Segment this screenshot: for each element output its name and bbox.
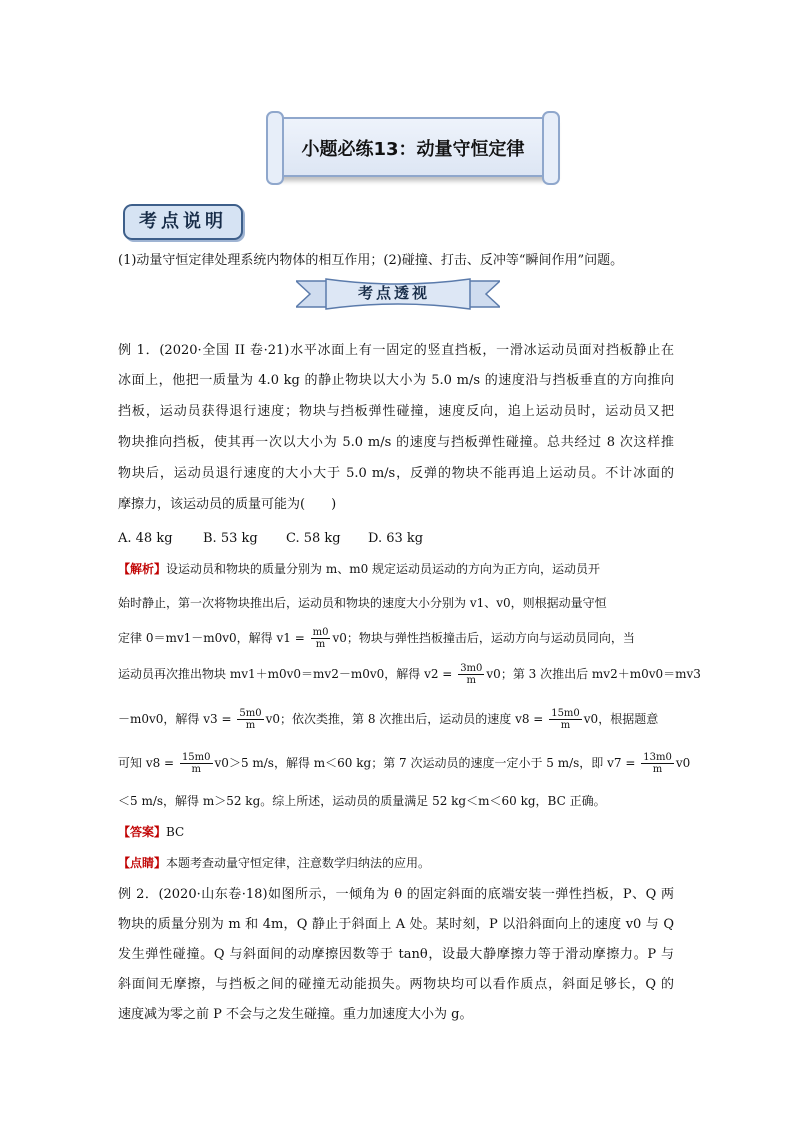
analysis-text: ＞5 m/s，解得 m＜60 kg；第 7 次运动员的速度一定小于 5 m/s，即 v7 = xyxy=(228,756,636,770)
analysis-text: ，根据题意 xyxy=(598,712,659,726)
example2-line: 物块的质量分别为 m 和 4m，Q 静止于斜面上 A 处。某时刻，P 以沿斜面向上的速度 v0 与 Q xyxy=(118,917,674,932)
comment-tag: 【点睛】 xyxy=(118,856,167,870)
analysis-line-2: 始时静止，第一次将物块推出后，运动员和物块的速度大小分别为 v1、v0，则根据动量守恒 xyxy=(118,596,607,610)
analysis-text: ；物块与弹性挡板撞击后，运动方向与运动员同向，当 xyxy=(346,631,635,645)
fraction-numerator: 5m0 xyxy=(239,708,262,719)
option-d: D. 63 kg xyxy=(368,531,424,546)
example1-line: 摩擦力，该运动员的质量可能为( ) xyxy=(118,497,337,512)
analysis-line-6 xyxy=(118,752,690,775)
example2-line: 速度减为零之前 P 不会与之发生碰撞。重力加速度大小为 g。 xyxy=(118,1007,473,1022)
example1-line: 冰面上，他把一质量为 4.0 kg 的静止物块以大小为 5.0 m/s 的速度沿与挡板垂直的方向推向 xyxy=(118,373,674,388)
analysis-text: ；第 3 次推出后 mv2＋m0v0＝mv3 xyxy=(500,667,701,681)
fraction-tail: v0 xyxy=(214,756,229,770)
fraction-tail: v0 xyxy=(332,631,347,645)
fraction-tail: v0 xyxy=(486,667,501,681)
example1-line: 物块后，运动员退行速度的大小大于 5.0 m/s，反弹的物块不能再追上运动员。不计冰面的 xyxy=(118,466,674,481)
comment-line xyxy=(118,854,430,872)
fraction-denominator: m xyxy=(466,675,477,686)
fraction xyxy=(311,627,331,650)
option-c: C. 58 kg xyxy=(286,531,341,546)
analysis-line-5 xyxy=(118,708,658,731)
fraction-numerator: 15m0 xyxy=(181,752,211,763)
section-badge-explain xyxy=(123,204,243,240)
analysis-line-3 xyxy=(118,627,635,650)
analysis-line-4 xyxy=(118,663,701,686)
fraction-numerator: 15m0 xyxy=(551,708,580,719)
section-badge-explain-label: 考点说明 xyxy=(139,211,227,232)
analysis-line-1 xyxy=(118,560,600,578)
fraction xyxy=(180,752,213,775)
fraction-numerator: m0 xyxy=(312,627,329,638)
scroll-curl-right xyxy=(542,111,560,185)
answer-line xyxy=(118,823,184,841)
example2-line: 发生弹性碰撞。Q 与斜面间的动摩擦因数等于 tanθ，设最大静摩擦力等于滑动摩擦力。P 与 xyxy=(118,947,674,962)
analysis-text: 定律 0＝mv1－m0v0，解得 v1 = xyxy=(118,631,305,645)
fraction-denominator: m xyxy=(191,764,201,775)
analysis-text: 设运动员和物块的质量分别为 m、m0 规定运动员运动的方向为正方向，运动员开 xyxy=(166,562,601,576)
example1-line: 物块推向挡板，使其再一次以大小为 5.0 m/s 的速度与挡板弹性碰撞。总共经过 8 次这样推 xyxy=(118,435,674,450)
answer-tag: 【答案】 xyxy=(118,825,167,839)
example1-line: 例 1．(2020·全国 II 卷·21)水平冰面上有一固定的竖直挡板，一滑冰运动员面对挡板静止在 xyxy=(118,343,674,358)
analysis-line-7: ＜5 m/s，解得 m＞52 kg。综上所述，运动员的质量满足 52 kg＜m＜60 kg，BC 正确。 xyxy=(118,794,606,808)
page-title: 小题必练13：动量守恒定律 xyxy=(301,139,525,160)
fraction-tail: v0 xyxy=(675,756,691,770)
example1-line: 挡板，运动员获得退行速度；物块与挡板弹性碰撞，速度反向，追上运动员时，运动员又把 xyxy=(118,404,674,419)
comment-text: 本题考查动量守恒定律，注意数学归纳法的应用。 xyxy=(166,856,431,870)
fraction-tail: v0 xyxy=(265,712,280,726)
scroll-curl-left xyxy=(266,111,284,185)
ribbon-label: 考点透视 xyxy=(357,284,430,302)
fraction xyxy=(641,752,674,775)
fraction-tail: v0 xyxy=(583,712,599,726)
title-banner xyxy=(272,117,554,177)
fraction-denominator: m xyxy=(315,639,326,650)
fraction xyxy=(549,708,582,731)
analysis-tag: 【解析】 xyxy=(118,562,167,576)
analysis-text: ；依次类推，第 8 次推出后，运动员的速度 v8 = xyxy=(280,712,544,726)
explain-text: (1)动量守恒定律处理系统内物体的相互作用；(2)碰撞、打击、反冲等“瞬间作用”问题。 xyxy=(118,253,624,268)
fraction xyxy=(237,708,263,731)
fraction-denominator: m xyxy=(245,720,256,731)
fraction-denominator: m xyxy=(560,720,571,731)
option-a: A. 48 kg xyxy=(118,531,173,546)
fraction-numerator: 3m0 xyxy=(460,663,483,674)
analysis-text: －m0v0，解得 v3 = xyxy=(118,712,232,726)
answer-text: BC xyxy=(166,825,185,839)
analysis-text: 运动员再次推出物块 mv1＋m0v0＝mv2－m0v0，解得 v2 = xyxy=(118,667,453,681)
example2-line: 斜面间无摩擦，与挡板之间的碰撞无动能损失。两物块均可以看作质点，斜面足够长，Q 的 xyxy=(118,977,674,992)
fraction xyxy=(458,663,484,686)
option-b: B. 53 kg xyxy=(203,531,258,546)
fraction-numerator: 13m0 xyxy=(643,752,672,763)
fraction-denominator: m xyxy=(652,764,663,775)
example2-line: 例 2．(2020·山东卷·18)如图所示，一倾角为 θ 的固定斜面的底端安装一弹性挡板，P、Q 两 xyxy=(118,887,674,902)
analysis-text: 可知 v8 = xyxy=(118,756,175,770)
